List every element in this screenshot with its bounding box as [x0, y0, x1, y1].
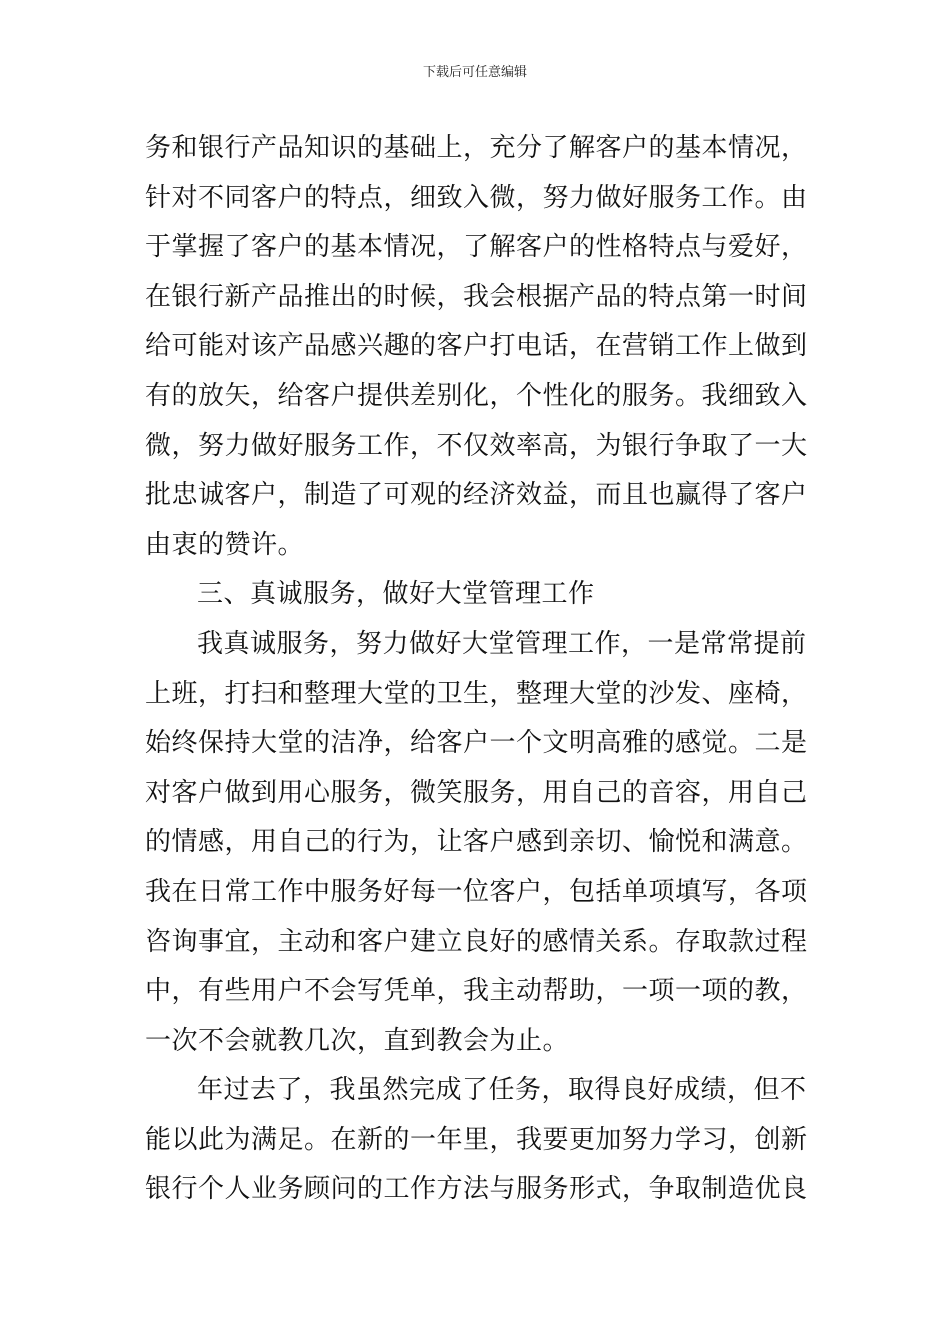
text-line: 在银行新产品推出的时候，我会根据产品的特点第一时间	[145, 281, 808, 312]
text-line: 银行个人业务顾问的工作方法与服务形式，争取制造优良	[145, 1174, 808, 1205]
text-line: 的情感，用自己的行为，让客户感到亲切、愉悦和满意。	[145, 827, 808, 858]
text-line: 能以此为满足。在新的一年里，我要更加努力学习，创新	[145, 1124, 808, 1155]
text-line: 年过去了，我虽然完成了任务，取得良好成绩，但不	[197, 1075, 807, 1106]
text-line: 中，有些用户不会写凭单，我主动帮助，一项一项的教，	[145, 976, 808, 1007]
text-line: 批忠诚客户，制造了可观的经济效益，而且也赢得了客户	[145, 480, 808, 511]
text-line: 务和银行产品知识的基础上，充分了解客户的基本情况，	[145, 133, 808, 163]
text-line: 有的放矢，给客户提供差别化，个性化的服务。我细致入	[145, 380, 808, 411]
page-header: 下载后可任意编辑	[422, 65, 527, 80]
text-line: 我真诚服务，努力做好大堂管理工作，一是常常提前	[197, 628, 807, 659]
text-line: 由衷的赞许。	[145, 529, 305, 560]
text-line: 咨询事宜，主动和客户建立良好的感情关系。存取款过程	[145, 926, 808, 957]
text-line: 对客户做到用心服务，微笑服务，用自己的音容，用自己	[145, 777, 808, 808]
text-line: 一次不会就教几次，直到教会为止。	[145, 1025, 570, 1056]
text-line: 微，努力做好服务工作，不仅效率高，为银行争取了一大	[145, 430, 808, 461]
text-line: 于掌握了客户的基本情况，了解客户的性格特点与爱好，	[145, 232, 808, 263]
document-body	[145, 124, 810, 1215]
text-line: 上班，打扫和整理大堂的卫生，整理大堂的沙发、座椅，	[145, 678, 808, 709]
text-line: 始终保持大堂的洁净，给客户一个文明高雅的感觉。二是	[145, 728, 808, 759]
text-line: 我在日常工作中服务好每一位客户，包括单项填写，各项	[145, 876, 808, 907]
section-heading: 三、真诚服务，做好大堂管理工作	[197, 579, 595, 610]
text-line: 给可能对该产品感兴趣的客户打电话，在营销工作上做到	[145, 331, 808, 362]
text-line: 针对不同客户的特点，细致入微，努力做好服务工作。由	[145, 182, 808, 213]
